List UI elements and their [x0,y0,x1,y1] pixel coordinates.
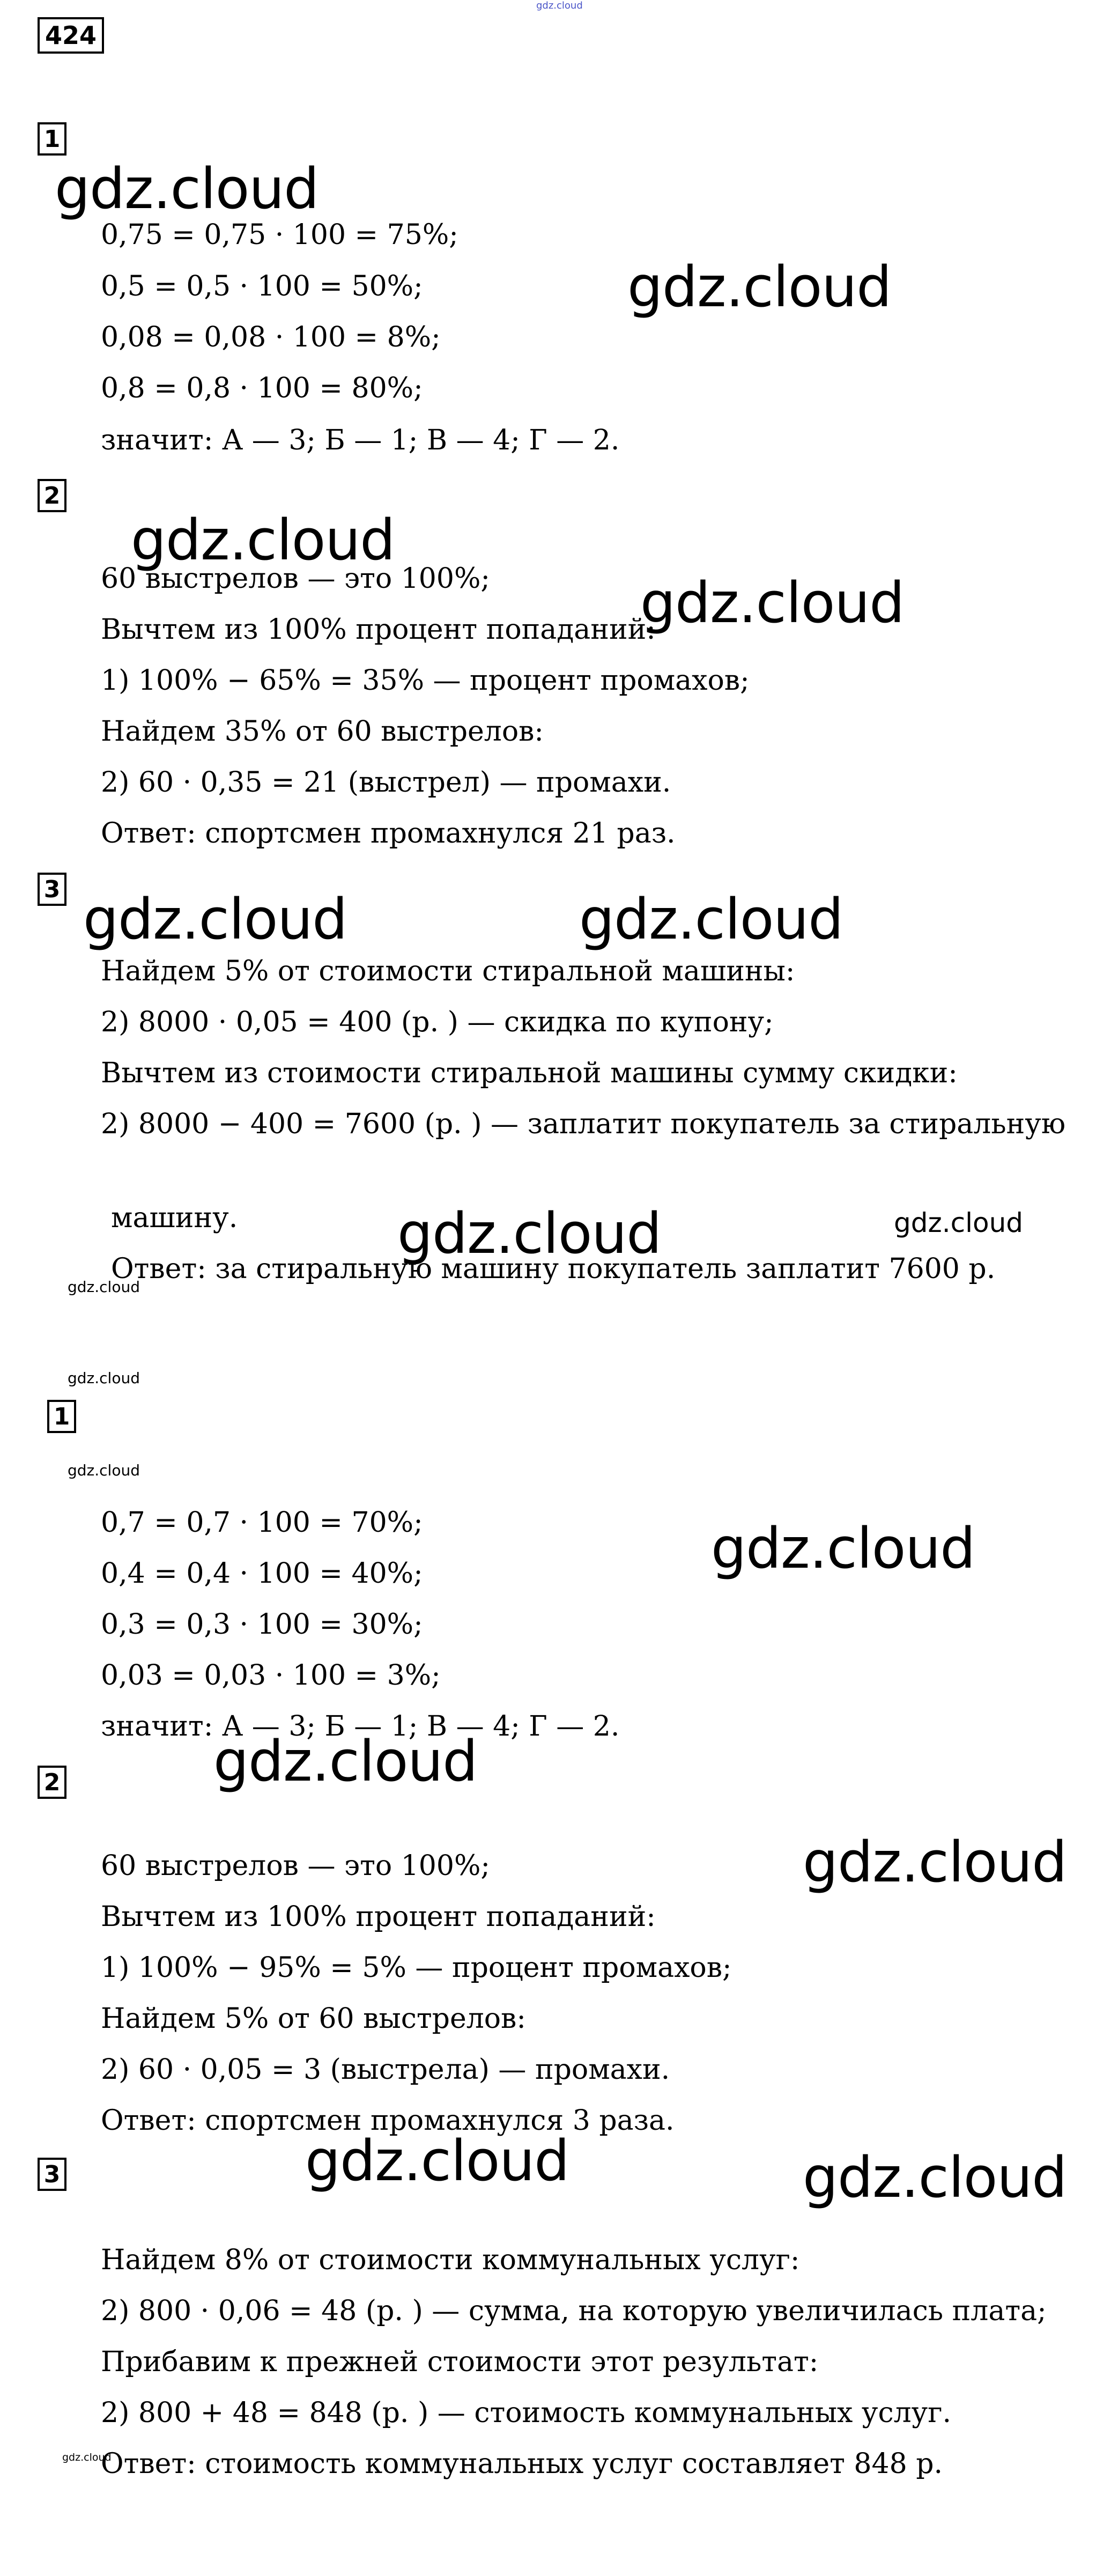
watermark: gdz.cloud [131,507,395,573]
v1-step1-line-3: 0,08 = 0,08 · 100 = 8%; [101,321,441,353]
watermark: gdz.cloud [68,1462,140,1479]
v1-step3-line-4: 2) 8000 − 400 = 7600 (р. ) — заплатит покупатель за стиральную [101,1108,1066,1140]
v2-step2-line-2: Вычтем из 100% процент попаданий: [101,1901,656,1933]
watermark: gdz.cloud [640,570,905,636]
watermark: gdz.cloud [68,1369,140,1387]
v2-step1-line-1: 0,7 = 0,7 · 100 = 70%; [101,1507,423,1539]
v2-step1-line-4: 0,03 = 0,03 · 100 = 3%; [101,1659,441,1692]
v1-step1-line-1: 0,75 = 0,75 · 100 = 75%; [101,219,458,251]
watermark: gdz.cloud [55,156,319,222]
watermark: gdz.cloud [68,1278,140,1296]
v2-step3-label: 3 [38,2158,66,2191]
watermark: gdz.cloud [305,2128,569,2194]
v2-step3-line-1: Найдем 8% от стоимости коммунальных услуг: [101,2244,800,2276]
watermark: gdz.cloud [803,1829,1067,1895]
watermark: gdz.cloud [579,887,843,952]
v1-step3-answer: Ответ: за стиральную машину покупатель заплатит 7600 р. [111,1253,996,1285]
watermark: gdz.cloud [213,1729,478,1794]
v1-step2-answer: Ответ: спортсмен промахнулся 21 раз. [101,817,676,850]
v2-step2-line-4: Найдем 5% от 60 выстрелов: [101,2003,526,2035]
watermark: gdz.cloud [803,2145,1067,2210]
problem-number: 424 [38,17,104,54]
v2-step2-label: 2 [38,1766,66,1799]
v2-step1-line-3: 0,3 = 0,3 · 100 = 30%; [101,1608,423,1641]
top-watermark: gdz.cloud [536,0,583,11]
watermark: gdz.cloud [627,254,892,320]
v2-step1-conclusion: значит: А — 3; Б — 1; В — 4; Г — 2. [101,1710,620,1743]
v2-step3-line-4: 2) 800 + 48 = 848 (р. ) — стоимость коммунальных услуг. [101,2397,951,2429]
v1-step2-label: 2 [38,479,66,512]
v1-step2-line-5: 2) 60 · 0,35 = 21 (выстрел) — промахи. [101,766,671,799]
v1-step1-line-2: 0,5 = 0,5 · 100 = 50%; [101,270,423,302]
v2-step3-line-3: Прибавим к прежней стоимости этот результат: [101,2346,819,2378]
watermark: gdz.cloud [397,1201,662,1266]
v2-step2-line-1: 60 выстрелов — это 100%; [101,1850,490,1882]
v2-step2-line-5: 2) 60 · 0,05 = 3 (выстрела) — промахи. [101,2054,670,2086]
watermark: gdz.cloud [711,1516,975,1581]
watermark: gdz.cloud [62,2452,112,2463]
v1-step1-line-4: 0,8 = 0,8 · 100 = 80%; [101,372,423,404]
watermark: gdz.cloud [894,1207,1024,1238]
v1-step3-line-1: Найдем 5% от стоимости стиральной машины: [101,955,795,987]
v2-step1-line-2: 0,4 = 0,4 · 100 = 40%; [101,1558,423,1590]
v1-step2-line-2: Вычтем из 100% процент попаданий: [101,614,656,646]
v2-step2-answer: Ответ: спортсмен промахнулся 3 раза. [101,2105,675,2137]
v1-step3-line-5: машину. [111,1202,238,1234]
v1-step1-label: 1 [38,122,66,156]
v2-step3-answer: Ответ: стоимость коммунальных услуг составляет 848 р. [101,2448,943,2480]
v1-step3-line-3: Вычтем из стоимости стиральной машины сумму скидки: [101,1057,958,1089]
v1-step3-label: 3 [38,873,66,906]
v2-step3-line-2: 2) 800 · 0,06 = 48 (р. ) — сумма, на которую увеличилась плата; [101,2295,1047,2327]
v1-step2-line-4: Найдем 35% от 60 выстрелов: [101,715,544,748]
v1-step2-line-3: 1) 100% − 65% = 35% — процент промахов; [101,665,750,697]
v1-step2-line-1: 60 выстрелов — это 100%; [101,563,490,595]
v1-step1-conclusion: значит: А — 3; Б — 1; В — 4; Г — 2. [101,424,620,456]
watermark: gdz.cloud [83,887,347,952]
v1-step3-line-2: 2) 8000 · 0,05 = 400 (р. ) — скидка по купону; [101,1006,774,1038]
v2-step1-label: 1 [47,1400,76,1433]
v2-step2-line-3: 1) 100% − 95% = 5% — процент промахов; [101,1952,732,1984]
